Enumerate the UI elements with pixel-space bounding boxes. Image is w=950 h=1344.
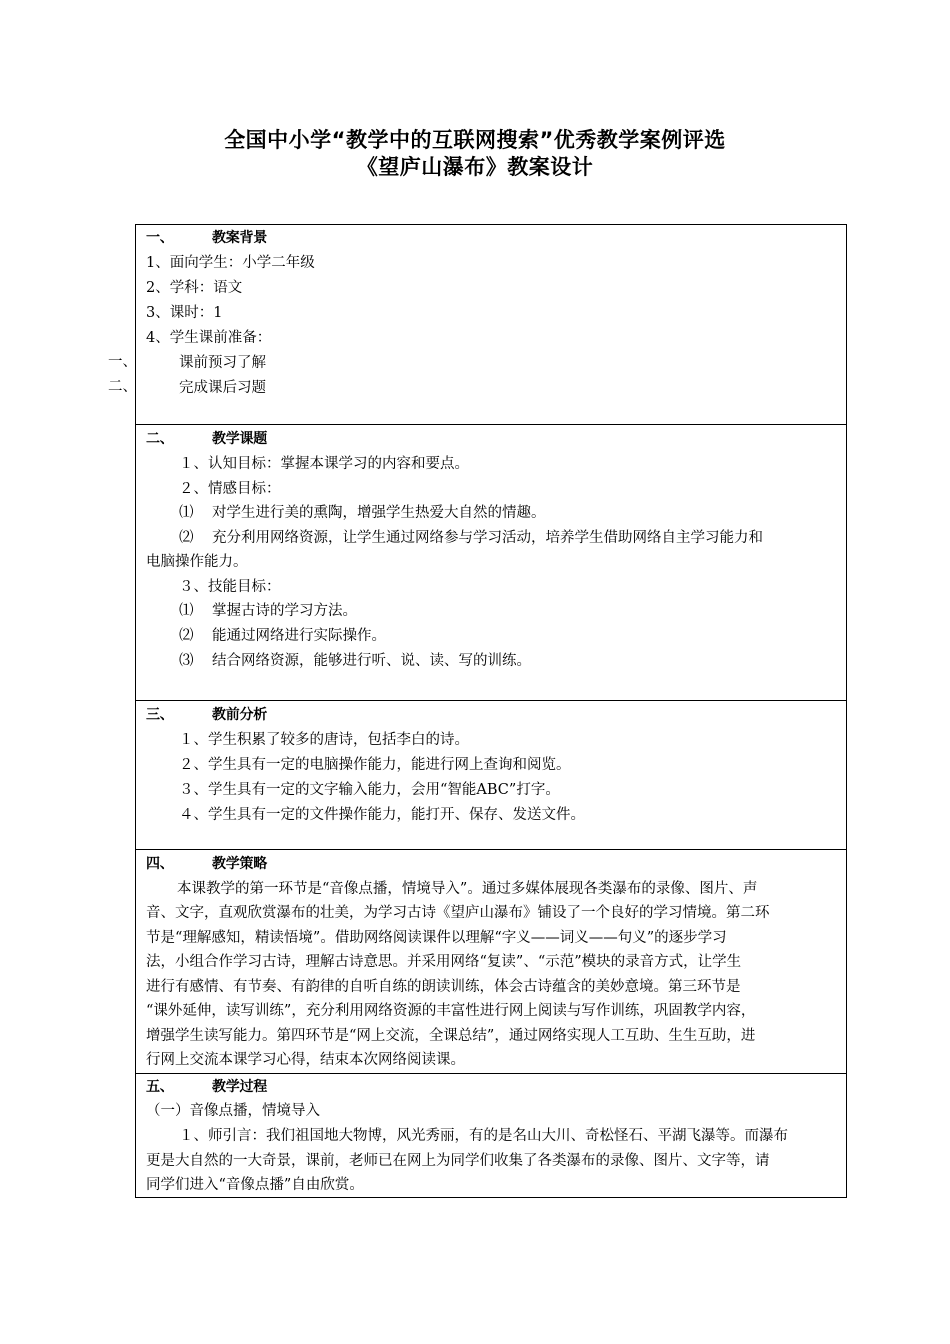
section-heading: 教学策略 bbox=[212, 856, 268, 872]
text-line: ２、情感目标： bbox=[179, 481, 281, 497]
list-marker: ⑵ bbox=[179, 628, 194, 644]
section-analysis bbox=[136, 700, 846, 849]
text-line: 4、学生课前准备： bbox=[146, 330, 272, 346]
paragraph-line: “课外延伸，读写训练”，充分利用网络资源的丰富性进行网上阅读与写作训练，巩固教学内容， bbox=[146, 1003, 756, 1019]
paragraph-line: 进行有感情、有节奏、有韵律的自听自练的朗读训练，体会古诗蕴含的美妙意境。第三环节是 bbox=[146, 979, 741, 995]
text-line: 电脑操作能力。 bbox=[146, 554, 248, 570]
paragraph-line: １、师引言：我们祖国地大物博，风光秀丽，有的是名山大川、奇松怪石、平湖飞瀑等。而瀑布 bbox=[179, 1128, 788, 1144]
paragraph-line: 节是“理解感知，精读悟境”。借助网络阅读课件以理解“字义——词义——句义”的逐步学习 bbox=[146, 930, 727, 946]
prep-marker-2: 二、 bbox=[108, 379, 137, 395]
list-item: 充分利用网络资源，让学生通过网络参与学习活动，培养学生借助网络自主学习能力和 bbox=[212, 530, 763, 546]
text-line: ３、学生具有一定的文字输入能力，会用“智能ABC”打字。 bbox=[179, 782, 560, 798]
section-number: 四、 bbox=[146, 856, 174, 872]
list-item: 掌握古诗的学习方法。 bbox=[212, 603, 357, 619]
section-number: 三、 bbox=[146, 707, 174, 723]
prep-marker-1: 一、 bbox=[108, 354, 137, 370]
document-subtitle: 《望庐山瀑布》教案设计 bbox=[356, 155, 594, 179]
subsection-heading: （一）音像点播，情境导入 bbox=[146, 1103, 320, 1119]
text-line: 1、面向学生：小学二年级 bbox=[146, 255, 315, 271]
paragraph-line: 本课教学的第一环节是“音像点播，情境导入”。通过多媒体展现各类瀑布的录像、图片、声 bbox=[177, 881, 758, 897]
paragraph-line: 增强学生读写能力。第四环节是“网上交流，全课总结”，通过网络实现人工互助、生生互助，进 bbox=[146, 1028, 756, 1044]
list-item: 对学生进行美的熏陶，增强学生热爱大自然的情趣。 bbox=[212, 505, 546, 521]
text-line: ４、学生具有一定的文件操作能力，能打开、保存、发送文件。 bbox=[179, 807, 585, 823]
section-number: 五、 bbox=[146, 1079, 174, 1095]
section-heading: 教学课题 bbox=[212, 431, 268, 447]
paragraph-line: 同学们进入“音像点播”自由欣赏。 bbox=[146, 1177, 364, 1193]
section-strategy bbox=[136, 849, 846, 1073]
section-heading: 教前分析 bbox=[212, 707, 268, 723]
paragraph-line: 法，小组合作学习古诗，理解古诗意思。并采用网络“复读”、“示范”模块的录音方式，让学生 bbox=[146, 954, 742, 970]
section-number: 一、 bbox=[146, 230, 174, 246]
list-item: 能通过网络进行实际操作。 bbox=[212, 628, 386, 644]
section-number: 二、 bbox=[146, 431, 174, 447]
section-background bbox=[136, 225, 846, 424]
lesson-plan-table bbox=[135, 224, 847, 1198]
paragraph-line: 音、文字，直观欣赏瀑布的壮美，为学习古诗《望庐山瀑布》铺设了一个良好的学习情境。第二环 bbox=[146, 905, 770, 921]
section-process bbox=[136, 1073, 846, 1197]
list-marker: ⑶ bbox=[179, 653, 194, 669]
document-title: 全国中小学“教学中的互联网搜索”优秀教学案例评选 bbox=[224, 128, 726, 152]
paragraph-line: 行网上交流本课学习心得，结束本次网络阅读课。 bbox=[146, 1052, 465, 1068]
list-item: 课前预习了解 bbox=[179, 355, 266, 371]
text-line: 3、课时：1 bbox=[146, 305, 223, 321]
text-line: 2、学科：语文 bbox=[146, 280, 243, 296]
section-topic bbox=[136, 424, 846, 700]
paragraph-line: 更是大自然的一大奇景，课前，老师已在网上为同学们收集了各类瀑布的录像、图片、文字等，请 bbox=[146, 1153, 770, 1169]
section-heading: 教案背景 bbox=[212, 230, 268, 246]
list-marker: ⑴ bbox=[179, 603, 194, 619]
text-line: ３、技能目标： bbox=[179, 579, 281, 595]
text-line: ２、学生具有一定的电脑操作能力，能进行网上查询和阅览。 bbox=[179, 757, 571, 773]
text-line: １、学生积累了较多的唐诗，包括李白的诗。 bbox=[179, 732, 469, 748]
text-line: １、认知目标：掌握本课学习的内容和要点。 bbox=[179, 456, 469, 472]
list-item: 完成课后习题 bbox=[179, 380, 266, 396]
list-marker: ⑵ bbox=[179, 530, 194, 546]
list-marker: ⑴ bbox=[179, 505, 194, 521]
list-item: 结合网络资源，能够进行听、说、读、写的训练。 bbox=[212, 653, 531, 669]
section-heading: 教学过程 bbox=[212, 1079, 268, 1095]
